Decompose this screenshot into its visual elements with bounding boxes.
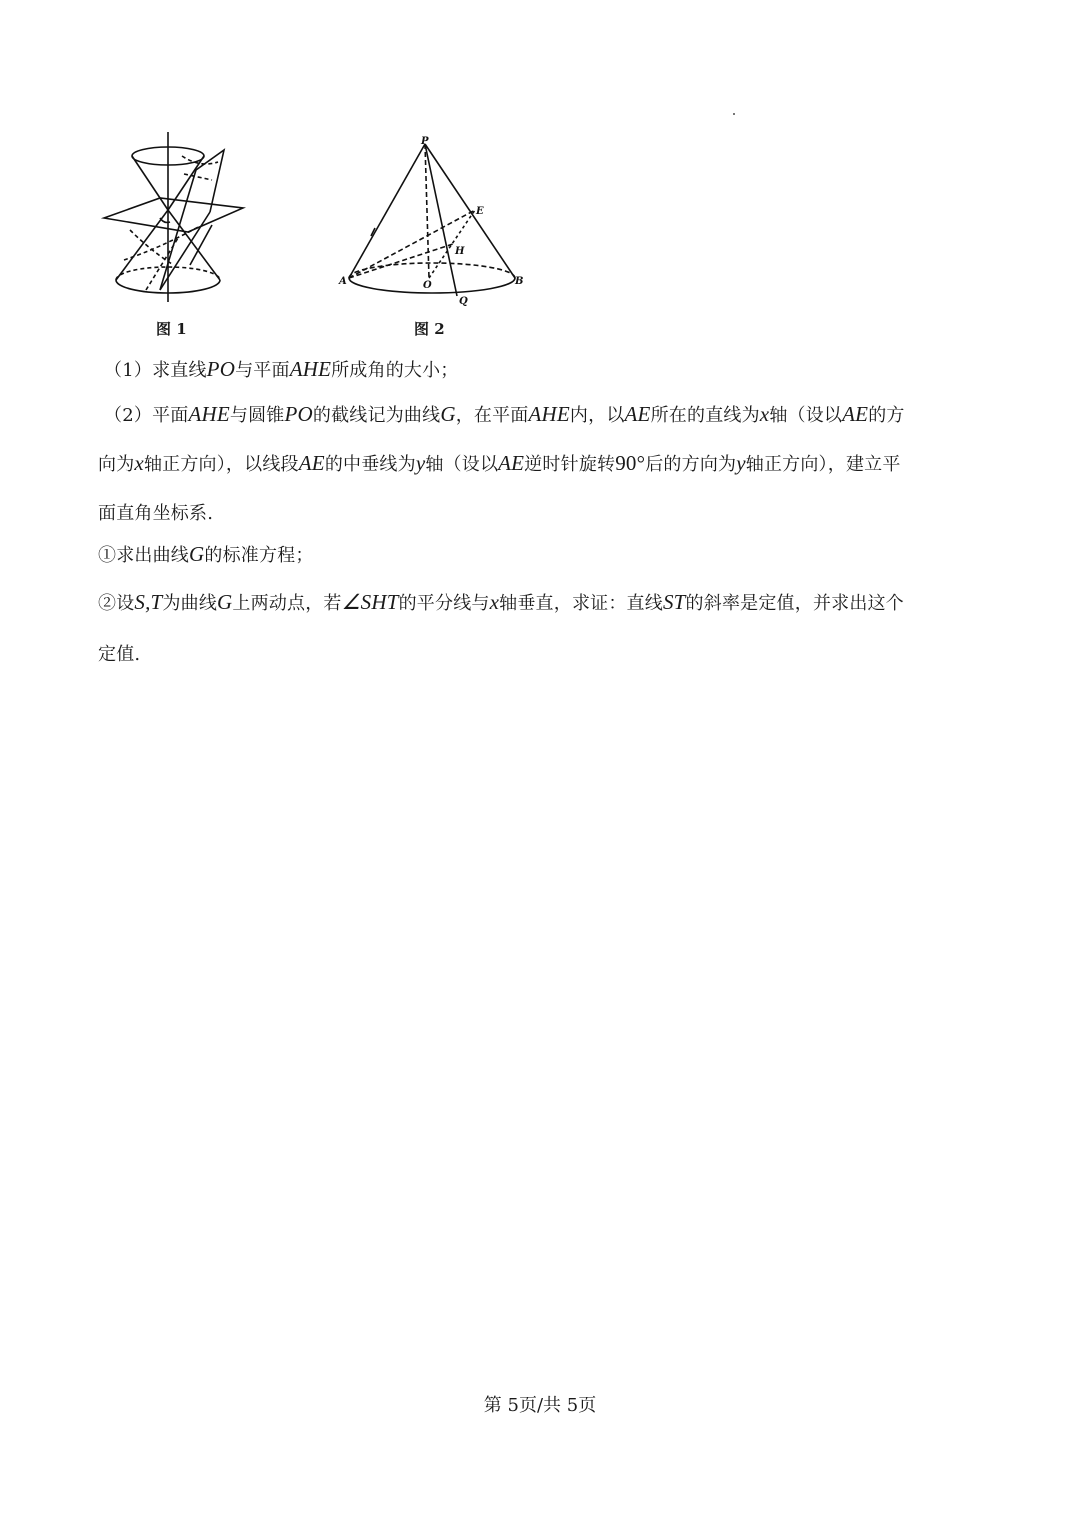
text: 为曲线 bbox=[162, 593, 218, 614]
scan-speck bbox=[733, 113, 735, 115]
text: 轴正方向），以线段 bbox=[143, 454, 299, 475]
math-AE: AE bbox=[298, 451, 325, 475]
question-1-number: （1） bbox=[104, 360, 153, 381]
math-AE: AE bbox=[624, 402, 651, 426]
text: 轴（设以 bbox=[425, 454, 499, 475]
math-x: x bbox=[489, 590, 500, 614]
text: 与圆锥 bbox=[229, 405, 285, 426]
math-G: G bbox=[440, 402, 456, 426]
figure-1-double-cone bbox=[100, 130, 250, 305]
math-S-T: S,T bbox=[134, 590, 163, 614]
text: ，在平面 bbox=[455, 405, 529, 426]
math-x: x bbox=[759, 402, 770, 426]
text: 的截线记为曲线 bbox=[312, 405, 441, 426]
figure-2-cone bbox=[335, 132, 535, 312]
label-H: H bbox=[455, 246, 465, 257]
text: 的斜率是定值，并求出这个 bbox=[685, 593, 904, 614]
math-ST: ST bbox=[662, 590, 686, 614]
math-AHE: AHE bbox=[188, 402, 230, 426]
text: 轴（设以 bbox=[769, 405, 843, 426]
text: ①求出曲线 bbox=[98, 545, 189, 566]
text: 逆时针旋转 bbox=[524, 454, 616, 475]
text: 的方 bbox=[868, 405, 905, 426]
label-P: P bbox=[421, 136, 429, 147]
math-G: G bbox=[189, 542, 205, 566]
math-x: x bbox=[134, 451, 144, 475]
text: 求直线 bbox=[152, 360, 207, 381]
math-AE: AE bbox=[842, 402, 869, 426]
subquestion-2-line-2 bbox=[98, 640, 140, 666]
text: 上两动点，若 bbox=[232, 593, 342, 614]
subquestion-1 bbox=[98, 541, 314, 567]
text: 后的方向为 bbox=[645, 454, 737, 475]
math-PO: PO bbox=[206, 357, 236, 381]
text: 的中垂线为 bbox=[324, 454, 416, 475]
text: ②设 bbox=[98, 593, 135, 614]
math-angle-SHT: ∠SHT bbox=[341, 590, 399, 614]
label-A: A bbox=[339, 276, 347, 287]
text: 所在的直线为 bbox=[650, 405, 760, 426]
math-y: y bbox=[415, 451, 426, 475]
math-G: G bbox=[217, 590, 233, 614]
text: 内，以 bbox=[569, 405, 625, 426]
question-2-line-2 bbox=[98, 450, 901, 476]
question-1 bbox=[104, 356, 459, 382]
math-y: y bbox=[736, 451, 746, 475]
text: 轴垂直，求证：直线 bbox=[499, 593, 663, 614]
text: 的标准方程； bbox=[204, 545, 314, 566]
page-footer: 第 5页/共 5页 bbox=[483, 1395, 597, 1416]
question-2-number: （2） bbox=[104, 405, 153, 426]
question-2-line-3 bbox=[98, 499, 213, 525]
math-AHE: AHE bbox=[289, 357, 332, 381]
math-90-degrees: 90° bbox=[615, 451, 646, 475]
label-E: E bbox=[476, 206, 484, 217]
text: 定值. bbox=[98, 644, 141, 665]
math-AHE: AHE bbox=[528, 402, 570, 426]
math-AE: AE bbox=[498, 451, 525, 475]
figure-2-caption: 图 2 bbox=[414, 320, 445, 338]
label-O: O bbox=[423, 280, 432, 291]
figure-1-caption: 图 1 bbox=[156, 320, 187, 338]
math-PO: PO bbox=[284, 402, 313, 426]
text: 平面 bbox=[152, 405, 189, 426]
text: 向为 bbox=[98, 454, 135, 475]
label-Q: Q bbox=[459, 296, 468, 307]
question-2-line-1 bbox=[104, 401, 905, 427]
text: 与平面 bbox=[235, 360, 290, 381]
text: 面直角坐标系. bbox=[98, 503, 214, 524]
subquestion-2-line-1 bbox=[98, 589, 904, 615]
text: 轴正方向），建立平 bbox=[745, 454, 901, 475]
text: 所成角的大小； bbox=[331, 360, 459, 381]
label-B: B bbox=[515, 276, 524, 287]
text: 的平分线与 bbox=[398, 593, 490, 614]
